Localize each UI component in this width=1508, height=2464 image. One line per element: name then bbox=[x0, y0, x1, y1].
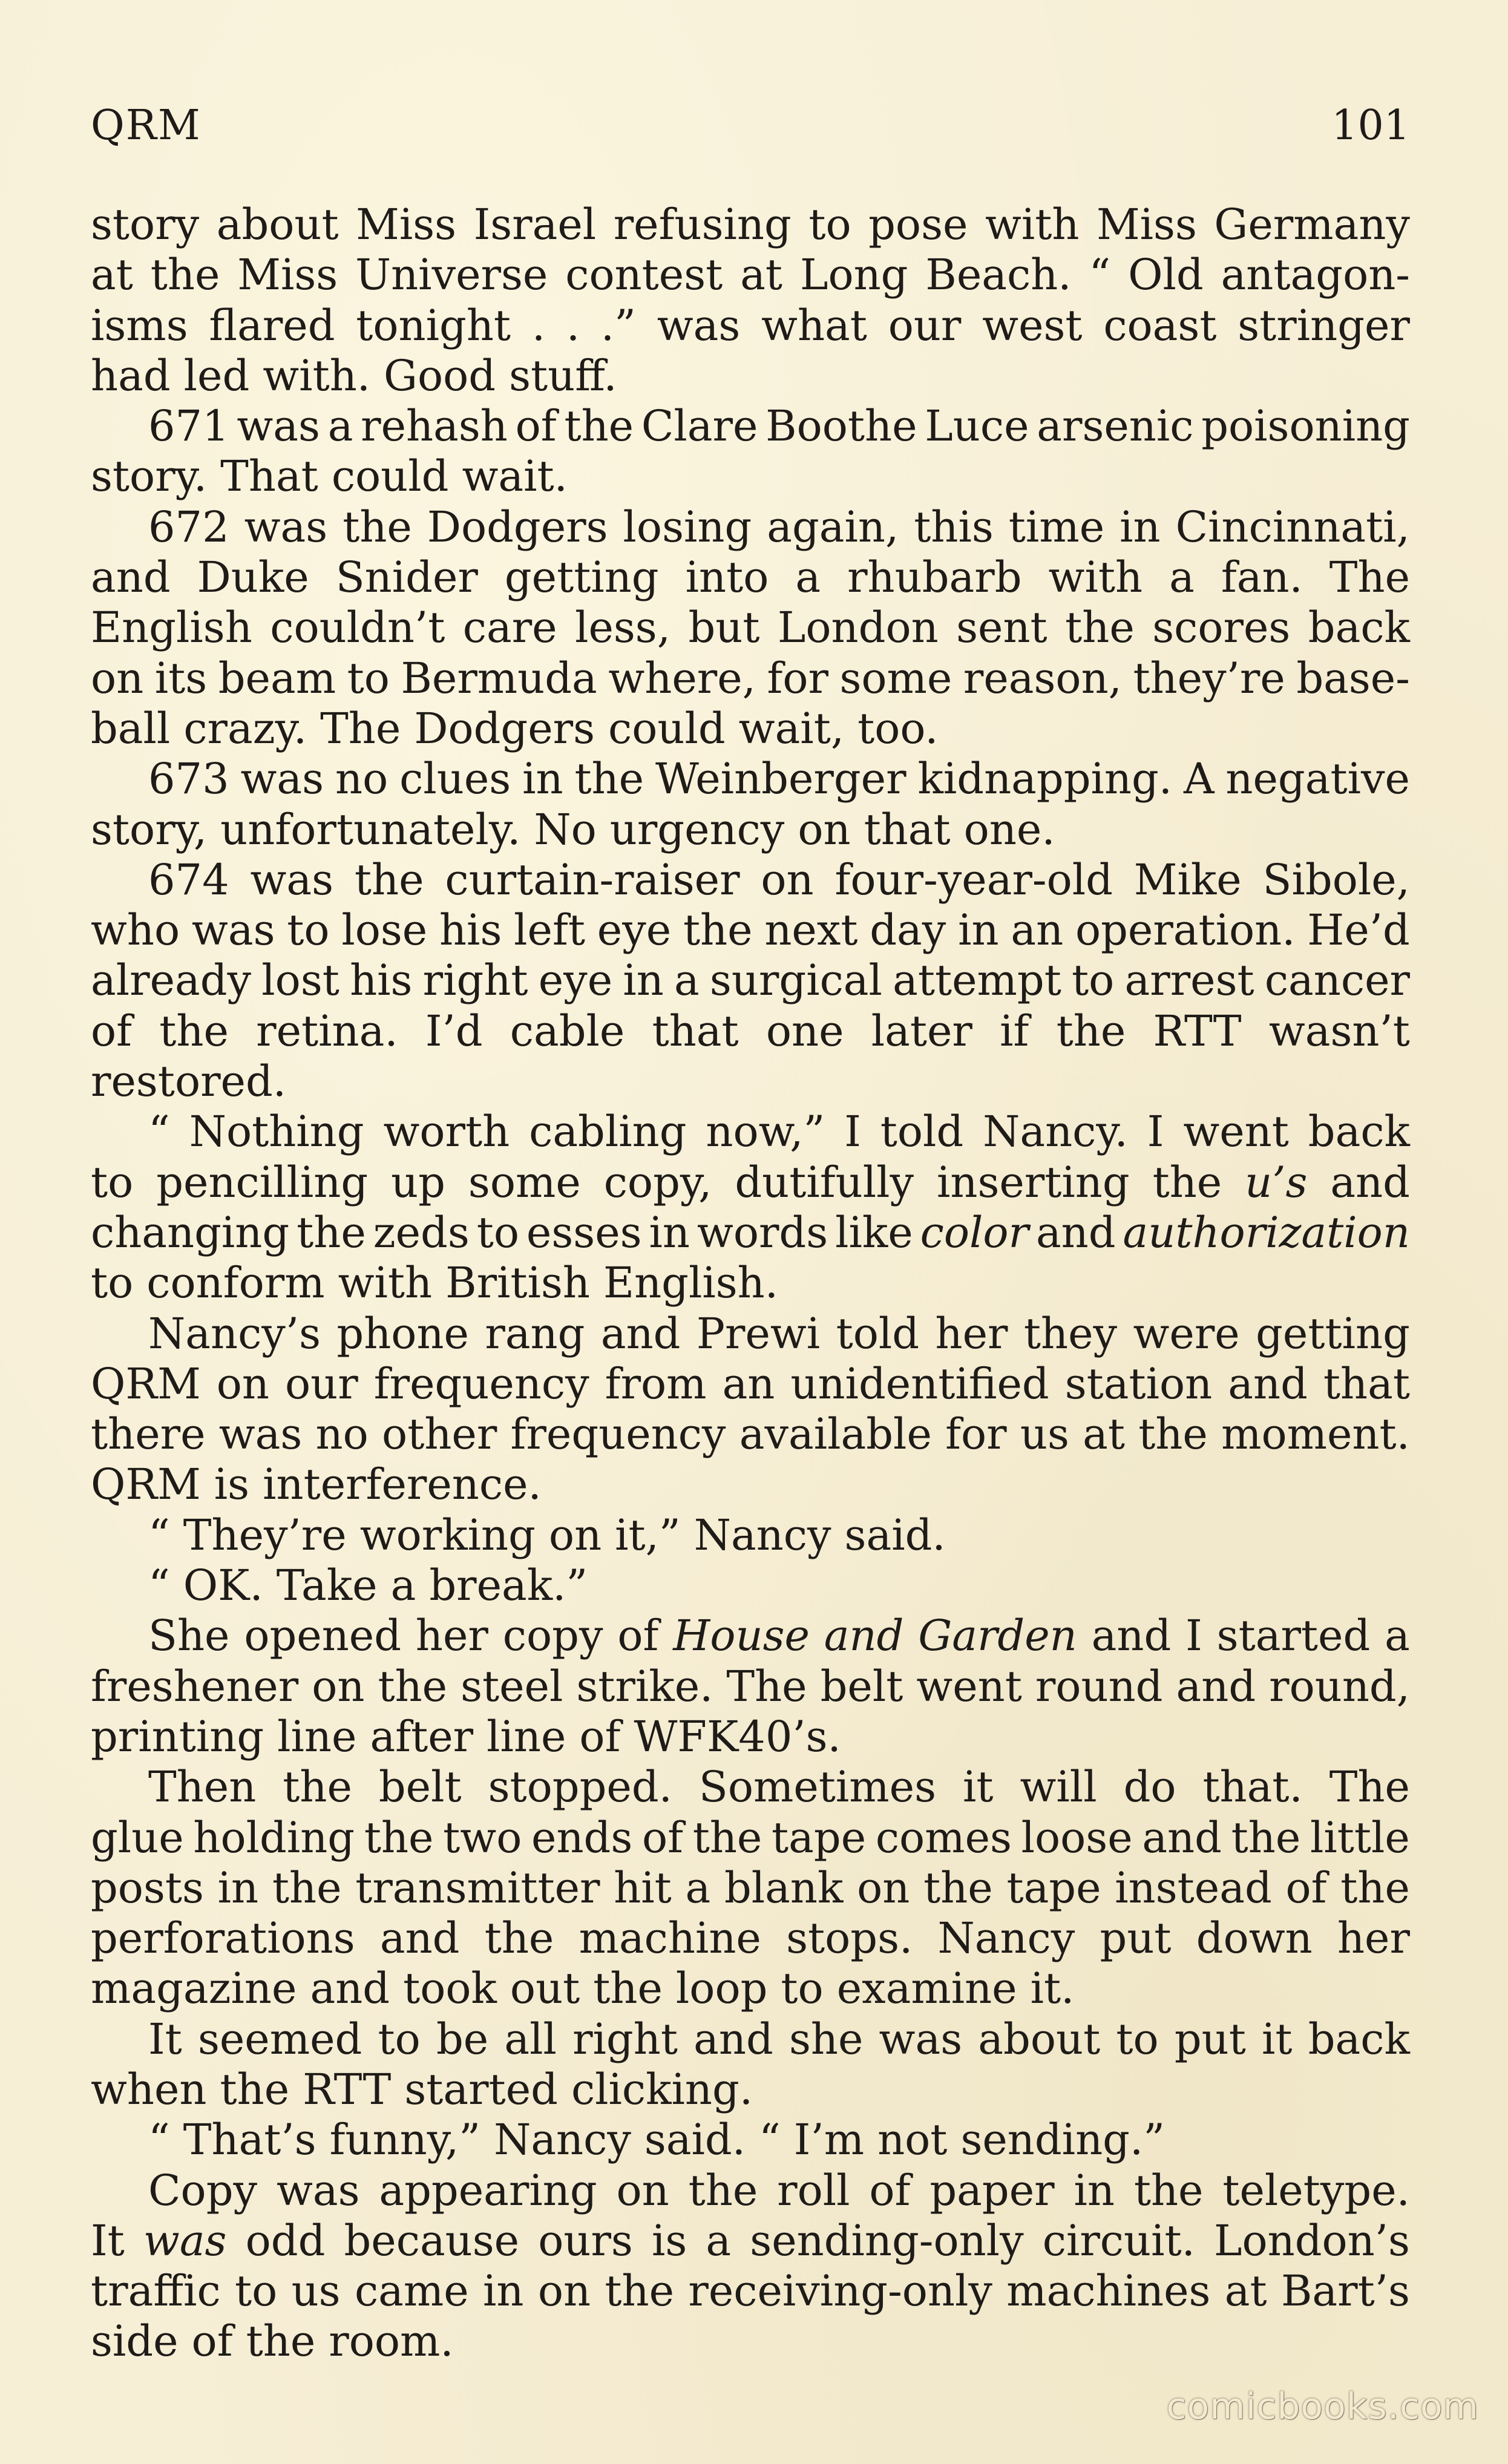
text-line: It was odd because ours is a sending-only circuit. London’s bbox=[91, 2215, 1410, 2266]
text-line: there was no other frequency available for us at the moment. bbox=[91, 1409, 1410, 1460]
text-line: at the Miss Universe contest at Long Beach. “ Old antagon- bbox=[91, 250, 1410, 300]
text-line: Nancy’s phone rang and Prewi told her they were getting bbox=[148, 1308, 1410, 1358]
text-line: isms flared tonight . . .” was what our west coast stringer bbox=[91, 300, 1410, 350]
watermark: comicbooks.com bbox=[1166, 2385, 1479, 2428]
running-head bbox=[91, 102, 1410, 156]
text-line: restored. bbox=[91, 1057, 287, 1107]
text-line: “ They’re working on it,” Nancy said. bbox=[148, 1510, 946, 1560]
text-line: to conform with British English. bbox=[91, 1258, 778, 1308]
text-line: story. That could wait. bbox=[91, 451, 568, 502]
text-line: Copy was appearing on the roll of paper in the teletype. bbox=[148, 2165, 1410, 2215]
text-line: had led with. Good stuff. bbox=[91, 350, 617, 401]
text-line: who was to lose his left eye the next day in an operation. He’d bbox=[91, 905, 1410, 955]
text-line: 672 was the Dodgers losing again, this time in Cincinnati, bbox=[148, 502, 1410, 552]
text-line: to pencilling up some copy, dutifully inserting the u’s and bbox=[91, 1157, 1410, 1207]
text-line: perforations and the machine stops. Nancy put down her bbox=[91, 1913, 1410, 1964]
text-line: posts in the transmitter hit a blank on the tape instead of the bbox=[91, 1863, 1410, 1913]
text-line: Then the belt stopped. Sometimes it will do that. The bbox=[148, 1762, 1410, 1812]
text-line: “ Nothing worth cabling now,” I told Nancy. I went back bbox=[148, 1107, 1410, 1157]
text-line: QRM is interference. bbox=[91, 1460, 542, 1510]
page-number: 101 bbox=[1331, 102, 1410, 149]
text-line: 673 was no clues in the Weinberger kidnapping. A negative bbox=[148, 754, 1410, 804]
text-line: story, unfortunately. No urgency on that one. bbox=[91, 804, 1055, 854]
body-text bbox=[91, 200, 1410, 2367]
text-line: already lost his right eye in a surgical attempt to arrest cancer bbox=[91, 955, 1410, 1006]
text-line: English couldn’t care less, but London sent the scores back bbox=[91, 603, 1410, 653]
text-line: changing the zeds to esses in words like color and authorization bbox=[91, 1207, 1410, 1257]
text-line: It seemed to be all right and she was about to put it back bbox=[148, 2014, 1410, 2064]
text-line: QRM on our frequency from an unidentified station and that bbox=[91, 1358, 1410, 1409]
text-line: story about Miss Israel refusing to pose with Miss Germany bbox=[91, 200, 1410, 249]
text-line: glue holding the two ends of the tape comes loose and the little bbox=[91, 1812, 1410, 1863]
text-line: 674 was the curtain-raiser on four-year-old Mike Sibole, bbox=[148, 854, 1410, 905]
text-line: “ That’s funny,” Nancy said. “ I’m not sending.” bbox=[148, 2115, 1165, 2165]
text-line: 671 was a rehash of the Clare Boothe Luce arsenic poisoning bbox=[148, 401, 1410, 451]
text-line: and Duke Snider getting into a rhubarb with a fan. The bbox=[91, 552, 1410, 603]
text-line: on its beam to Bermuda where, for some reason, they’re base- bbox=[91, 653, 1410, 703]
text-line: of the retina. I’d cable that one later if the RTT wasn’t bbox=[91, 1006, 1410, 1056]
text-line: when the RTT started clicking. bbox=[91, 2064, 753, 2114]
running-title: QRM bbox=[91, 102, 202, 149]
text-line: She opened her copy of House and Garden and I started a bbox=[148, 1611, 1410, 1661]
text-line: printing line after line of WFK40’s. bbox=[91, 1711, 841, 1761]
text-line: freshener on the steel strike. The belt went round and round, bbox=[91, 1661, 1410, 1711]
text-line: magazine and took out the loop to examine it. bbox=[91, 1964, 1075, 2014]
text-line: traffic to us came in on the receiving-only machines at Bart’s bbox=[91, 2266, 1410, 2316]
text-line: ball crazy. The Dodgers could wait, too. bbox=[91, 703, 939, 753]
text-line: side of the room. bbox=[91, 2316, 454, 2367]
text-line: “ OK. Take a break.” bbox=[148, 1561, 588, 1611]
